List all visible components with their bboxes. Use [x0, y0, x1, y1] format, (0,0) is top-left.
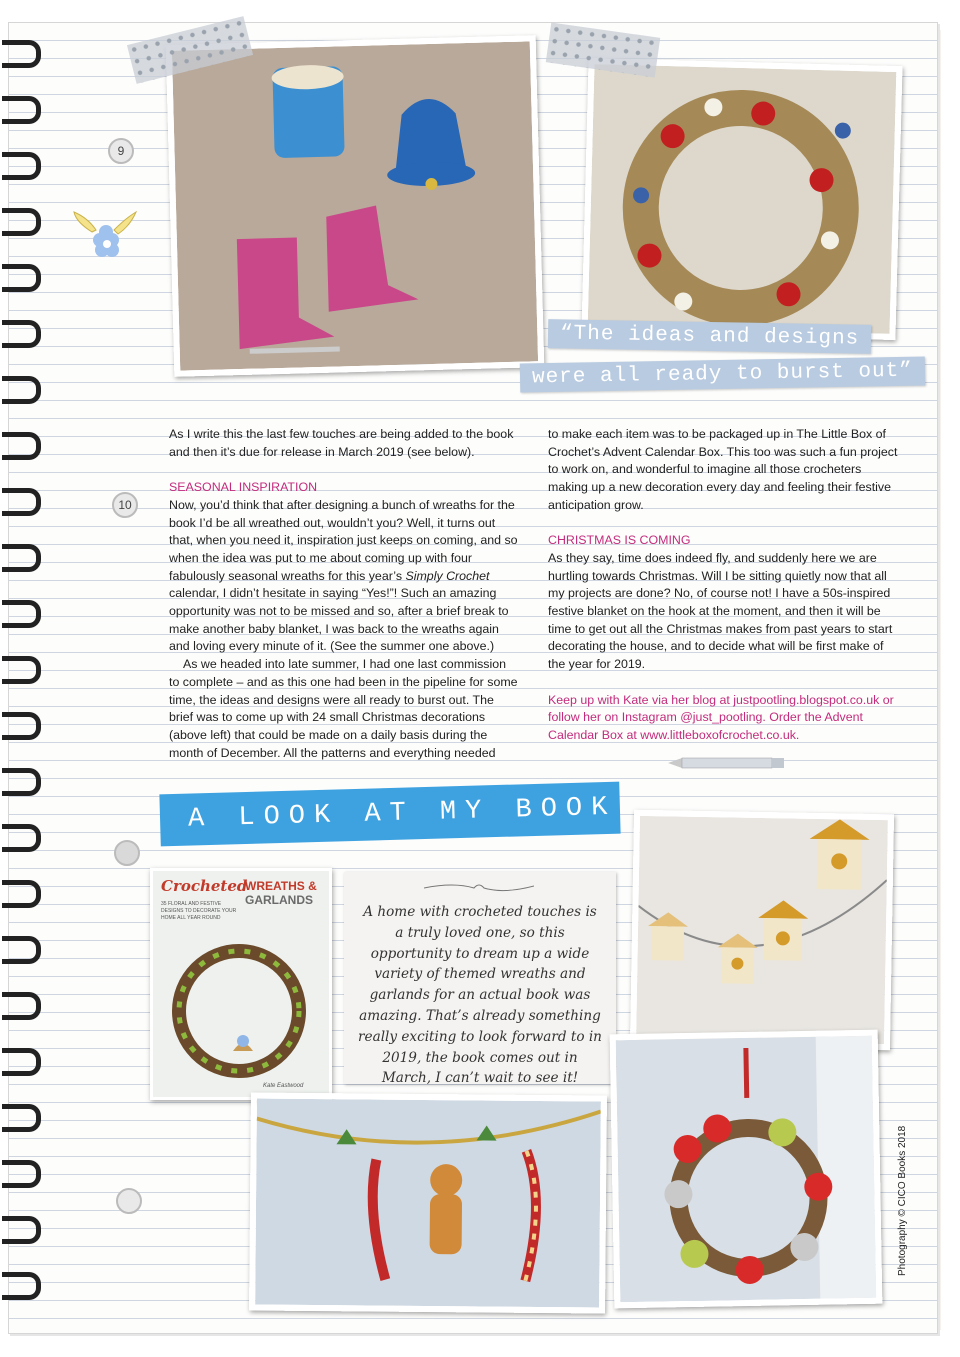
spiral-coil — [2, 544, 41, 572]
photo-credit: Photography © CICO Books 2018 — [897, 1125, 908, 1276]
pull-quote-line-1: “The ideas and designs — [548, 319, 872, 354]
punched-hole-label: 10 — [112, 492, 138, 518]
article-column-left — [169, 426, 519, 762]
spiral-coil — [2, 1104, 41, 1132]
spiral-coil — [2, 1216, 41, 1244]
spiral-coil — [2, 992, 41, 1020]
spiral-coil — [2, 880, 41, 908]
book-cover — [150, 868, 332, 1100]
flourish-divider-icon — [424, 880, 534, 894]
photo-summer-wreath — [581, 58, 902, 340]
paragraph: Now, you’d think that after designing a bunch of wreaths for the book I’d be all wreathed out, wouldn’t you? Well, it turns out that, when you need it, inspiration just keeps on coming, and so when the idea was put to me about coming up with four fabulously seasonal wreaths for this year’s Simply Crochet calendar, I didn’t hesitate in saying “Yes!”! Such an amazing opportunity was not to be missed and so, after a brief break to make another baby blanket, I was back to the wreaths again and loving every minute of it. (See the summer one above.) — [169, 497, 518, 654]
article-column-right — [548, 426, 900, 745]
spiral-coil — [2, 936, 41, 964]
spiral-coil — [2, 320, 41, 348]
heading-christmas-is-coming: CHRISTMAS IS COMING — [548, 533, 691, 548]
book-author: Kate Eastwood — [263, 1083, 304, 1089]
spiral-coil — [2, 208, 41, 236]
spiral-coil — [2, 376, 41, 404]
note-text: A home with crocheted touches is a truly loved one, so this opportunity to dream up a wide variety of themed wreaths and garlands for an actual book was amazing. That’s already something really exciting to look forward to in 2019, the book comes out in March, I can’t wait to see it! — [358, 904, 602, 1087]
spiral-coil — [2, 152, 41, 180]
spiral-binding — [0, 40, 40, 1330]
book-title-left: Crocheted — [161, 877, 248, 895]
spiral-coil — [2, 488, 41, 516]
spiral-coil — [2, 96, 41, 124]
heading-seasonal-inspiration: SEASONAL INSPIRATION — [169, 480, 318, 495]
spiral-coil — [2, 1048, 41, 1076]
photo-pompom-wreath — [610, 1030, 883, 1309]
book-title-right-2: GARLANDS — [245, 893, 313, 907]
book-title-right-1: WREATHS & — [245, 879, 317, 893]
photo-birdhouse-garland — [630, 810, 894, 1051]
paragraph: to make each item was to be packaged up in The Little Box of Crochet’s Advent Calendar Box. This too was such a fun project to work on, and wonderful to imagine all those crocheters making up a new decoration every day and feeling their festive anticipation grow. — [548, 427, 898, 512]
spiral-coil — [2, 1272, 41, 1300]
spiral-coil — [2, 1160, 41, 1188]
paragraph: As they say, time does indeed fly, and suddenly here we are hurtling towards Christmas. Will I be sitting quietly now that all my projects are done? No, of course not! I have a 50s-inspired festive blanket on the hook at the moment, and then it will be time to get out all the Christmas makes from past years to start decorating the house, and to decide what will be first make of the year for 2019. — [548, 550, 893, 672]
intro-paragraph: As I write this the last few touches are being added to the book and then it’s due for release in March 2019 (see below). — [169, 427, 514, 459]
footer-links: Keep up with Kate via her blog at justpootling.blogspot.co.uk or follow her on Instagram @just_pootling. Order the Advent Calendar Box at www.littleboxofcrochet.co.uk. — [548, 692, 894, 742]
handwritten-note — [344, 872, 616, 1087]
banner-title: A LOOK AT MY BOOK — [187, 792, 617, 835]
spiral-coil — [2, 264, 41, 292]
pencil-icon — [668, 757, 784, 769]
spiral-coil — [2, 600, 41, 628]
pull-quote-line-2: were all ready to burst out” — [520, 356, 925, 392]
punched-hole — [116, 1188, 142, 1214]
punched-hole — [114, 840, 140, 866]
spiral-coil — [2, 768, 41, 796]
spiral-coil — [2, 40, 41, 68]
photo-gingerbread-garland — [249, 1092, 607, 1313]
spiral-coil — [2, 656, 41, 684]
paragraph: As we headed into late summer, I had one last commission to complete – and as this one had been in the pipeline for some time, the ideas and designs were all ready to burst out. The brief was to come up with 24 small Christmas decorations (above left) that could be made on a daily basis during the month of December. All the patterns and everything needed — [169, 657, 518, 760]
punched-hole-label: 9 — [108, 138, 134, 164]
flower-doodle-icon — [70, 204, 140, 264]
spiral-coil — [2, 712, 41, 740]
book-subtitle: 35 FLORAL AND FESTIVE DESIGNS TO DECORATE YOUR HOME ALL YEAR ROUND — [161, 901, 237, 921]
spiral-coil — [2, 824, 41, 852]
photo-advent-decorations — [166, 35, 545, 377]
spiral-coil — [2, 432, 41, 460]
